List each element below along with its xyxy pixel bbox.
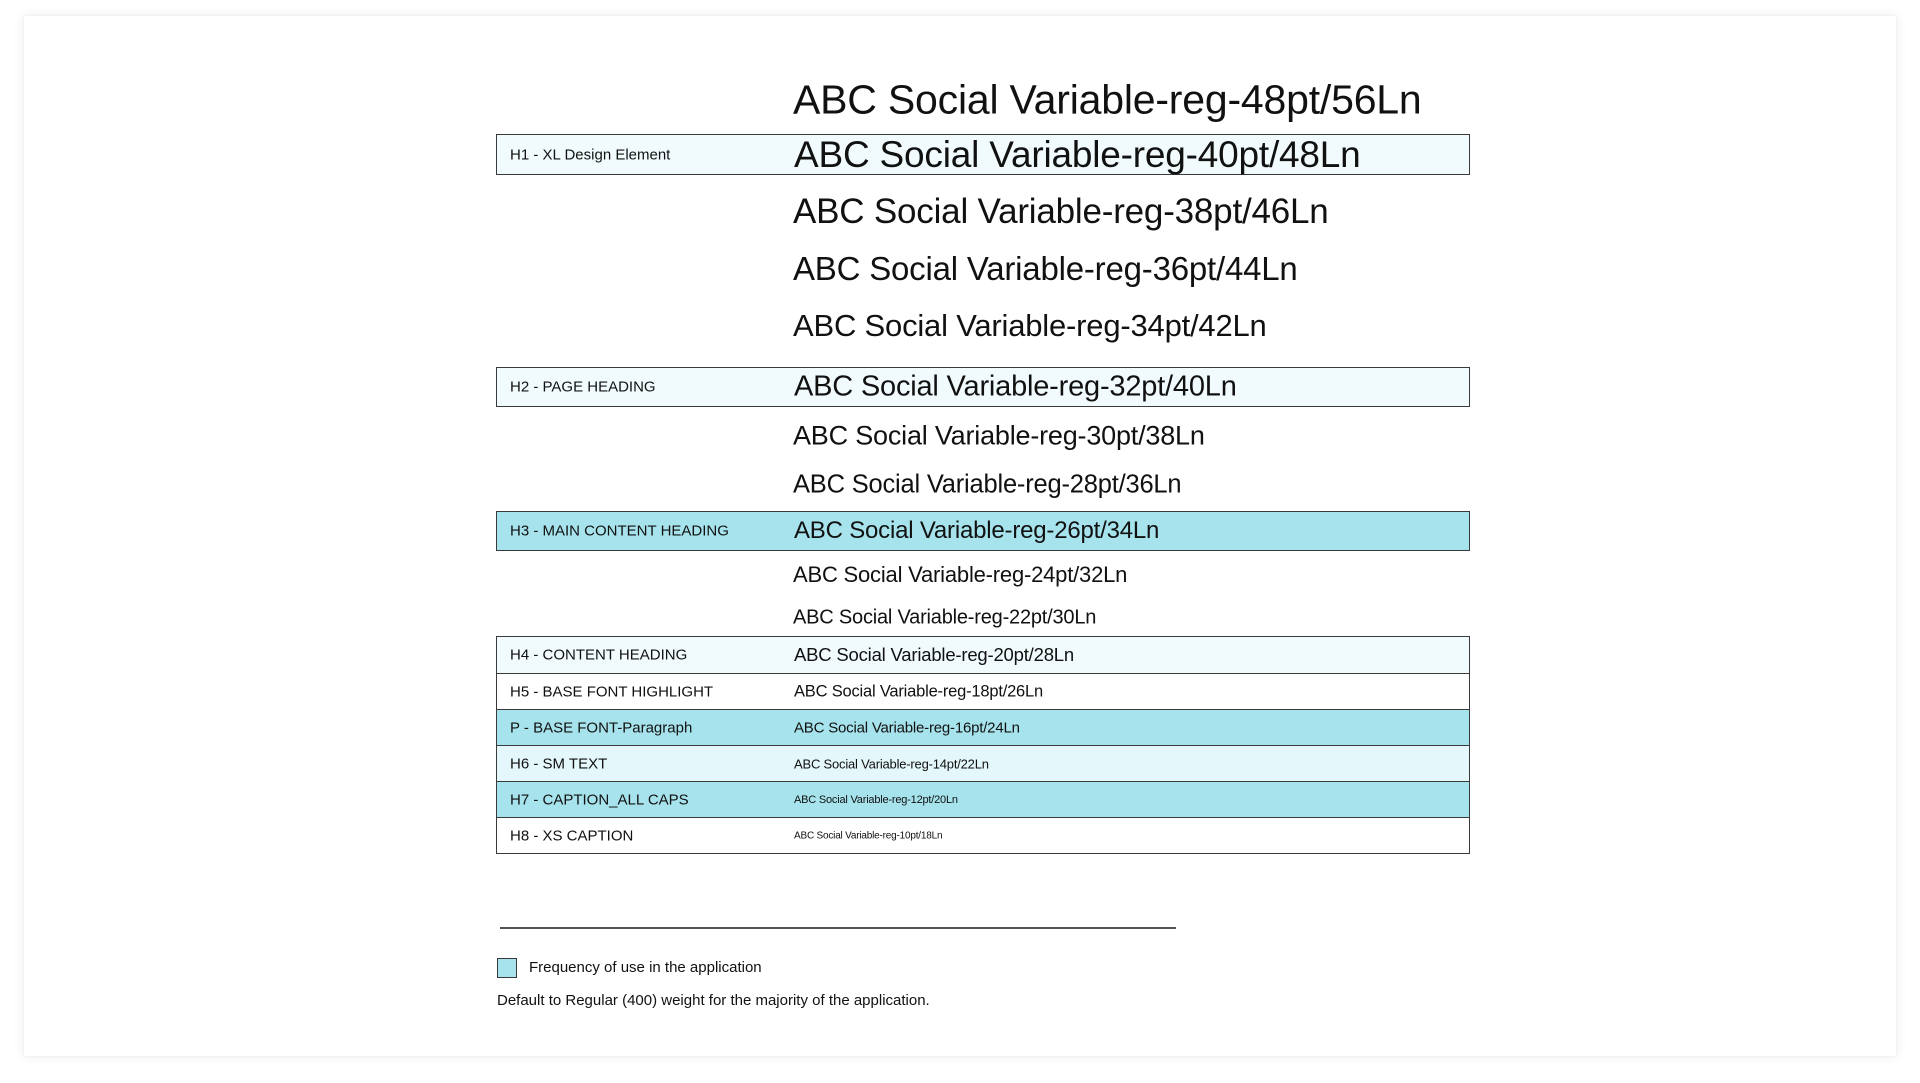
type-row-48 bbox=[496, 74, 1470, 126]
type-sample: ABC Social Variable-reg-22pt/30Ln bbox=[793, 606, 1097, 629]
type-style-label: H6 - SM TEXT bbox=[510, 755, 608, 772]
type-sample: ABC Social Variable-reg-14pt/22Ln bbox=[794, 756, 989, 771]
type-sample: ABC Social Variable-reg-26pt/34Ln bbox=[794, 517, 1160, 544]
type-style-label: H3 - MAIN CONTENT HEADING bbox=[510, 522, 729, 540]
type-sample: ABC Social Variable-reg-36pt/44Ln bbox=[793, 250, 1298, 287]
type-row-h3 bbox=[496, 511, 1470, 551]
type-style-label: P - BASE FONT-Paragraph bbox=[510, 719, 693, 736]
type-sample: ABC Social Variable-reg-28pt/36Ln bbox=[793, 470, 1182, 499]
type-row-h8 bbox=[496, 818, 1470, 854]
type-sample: ABC Social Variable-reg-10pt/18Ln bbox=[794, 830, 943, 841]
footer-divider bbox=[500, 927, 1176, 929]
type-sample: ABC Social Variable-reg-12pt/20Ln bbox=[794, 793, 958, 806]
type-row-38 bbox=[496, 189, 1470, 235]
type-row-30 bbox=[496, 416, 1470, 456]
type-row-h7 bbox=[496, 782, 1470, 818]
legend-label: Frequency of use in the application bbox=[529, 959, 762, 976]
legend-swatch bbox=[497, 958, 517, 978]
type-sample: ABC Social Variable-reg-48pt/56Ln bbox=[793, 76, 1422, 123]
type-row-h1 bbox=[496, 134, 1470, 175]
type-row-h5 bbox=[496, 674, 1470, 710]
type-style-label: H7 - CAPTION_ALL CAPS bbox=[510, 791, 689, 808]
type-sample: ABC Social Variable-reg-18pt/26Ln bbox=[794, 682, 1043, 700]
type-row-h4 bbox=[496, 636, 1470, 674]
type-row-36 bbox=[496, 246, 1470, 292]
type-style-label: H5 - BASE FONT HIGHLIGHT bbox=[510, 683, 714, 700]
type-row-h2 bbox=[496, 367, 1470, 407]
type-sample: ABC Social Variable-reg-34pt/42Ln bbox=[793, 308, 1267, 343]
type-row-paragraph bbox=[496, 710, 1470, 746]
type-style-label: H4 - CONTENT HEADING bbox=[510, 646, 688, 664]
weight-note: Default to Regular (400) weight for the majority of the application. bbox=[497, 992, 930, 1009]
type-sample: ABC Social Variable-reg-40pt/48Ln bbox=[794, 133, 1361, 175]
type-sample: ABC Social Variable-reg-24pt/32Ln bbox=[793, 562, 1128, 587]
type-scale-card bbox=[24, 16, 1896, 1056]
type-sample: ABC Social Variable-reg-30pt/38Ln bbox=[793, 420, 1205, 451]
type-row-28 bbox=[496, 465, 1470, 505]
type-row-24 bbox=[496, 556, 1470, 594]
type-style-label: H8 - XS CAPTION bbox=[510, 827, 634, 844]
type-sample: ABC Social Variable-reg-32pt/40Ln bbox=[794, 370, 1237, 403]
type-sample: ABC Social Variable-reg-38pt/46Ln bbox=[793, 192, 1329, 231]
type-style-label: H2 - PAGE HEADING bbox=[510, 378, 656, 396]
type-row-34 bbox=[496, 304, 1470, 348]
type-row-h6 bbox=[496, 746, 1470, 782]
type-sample: ABC Social Variable-reg-16pt/24Ln bbox=[794, 719, 1020, 736]
type-style-label: H1 - XL Design Element bbox=[510, 146, 671, 163]
type-sample: ABC Social Variable-reg-20pt/28Ln bbox=[794, 644, 1074, 665]
type-row-22 bbox=[496, 599, 1470, 637]
